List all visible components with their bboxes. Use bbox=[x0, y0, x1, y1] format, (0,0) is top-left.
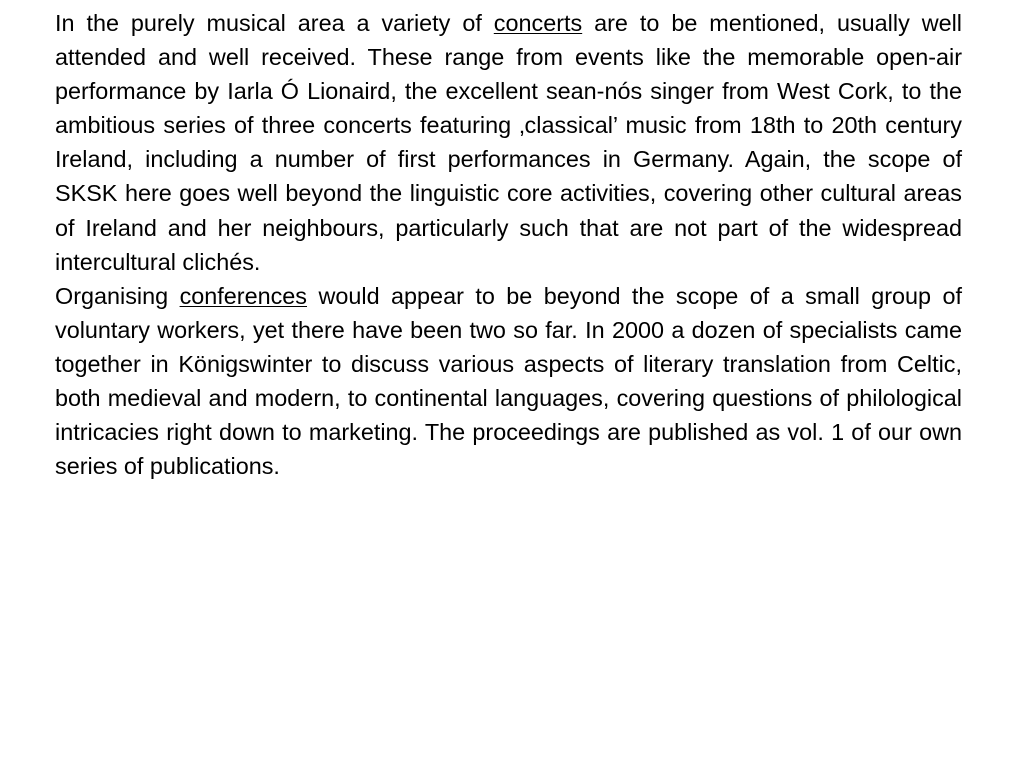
keyword-conferences: conferences bbox=[179, 282, 308, 309]
paragraph-text-lead: In the purely musical area a variety of bbox=[55, 10, 494, 36]
paragraph-text-rest: would appear to be beyond the scope of a small group of voluntary workers, yet there have been two so far. In 2000 a dozen of specialists came together in Königswinter to discuss various aspects of literary translation from Celtic, both medieval and modern, to continental languages, covering questions of philological intricacies right down to marketing. The proceedings are published as vol. 1 of our own series of publications. bbox=[55, 282, 962, 480]
keyword-concerts: concerts bbox=[493, 10, 583, 36]
paragraph-text-rest: are to be mentioned, usually well attended and well received. These range from events like the memorable open-air performance by Iarla Ó Lionaird, the excellent sean-nós singer from West Cork, to the ambitious series of three concerts featuring ‚classical’ music from 18th to 20th century Ireland, including a number of first performances in Germany. Again, the scope of SKSK here goes well beyond the linguistic core activities, covering other cultural areas of Ireland and her neighbours, particularly such that are not part of the widespread intercultural clichés. bbox=[55, 10, 962, 275]
paragraph-conferences bbox=[55, 279, 962, 484]
paragraph-concerts bbox=[55, 6, 962, 279]
document-body bbox=[55, 6, 962, 483]
paragraph-text-lead: Organising bbox=[55, 282, 180, 309]
